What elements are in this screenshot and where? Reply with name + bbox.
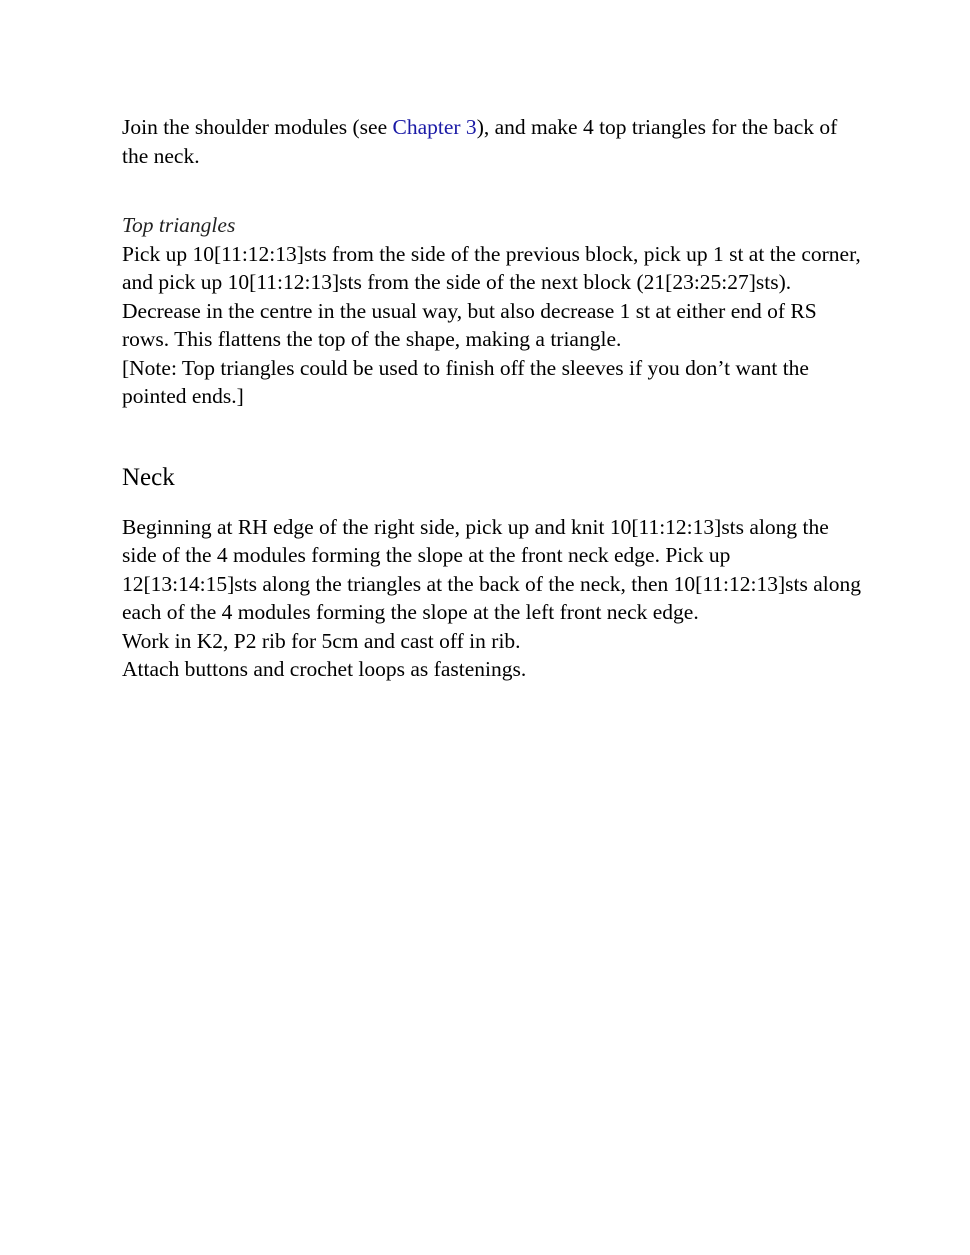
neck-paragraph-1: Beginning at RH edge of the right side, pick up and knit 10[11:12:13]sts along the side of the 4 modules forming the slope at the front neck edge. Pick up 12[13:14:15]sts along the triangles at the back of the neck, then 10[11:12:13]sts along each of the 4 modules forming the slope at the left front neck edge. — [122, 514, 861, 624]
top-triangles-heading: Top triangles — [122, 213, 236, 237]
neck-heading: Neck — [122, 463, 175, 491]
neck-paragraph-2: Work in K2, P2 rib for 5cm and cast off in rib. — [122, 628, 521, 653]
chapter-3-link[interactable]: Chapter 3 — [392, 115, 477, 139]
intro-paragraph — [122, 113, 862, 170]
top-triangles-note: [Note: Top triangles could be used to finish off the sleeves if you don’t want the pointed ends.] — [122, 355, 809, 408]
top-triangles-paragraph-1: Pick up 10[11:12:13]sts from the side of the previous block, pick up 1 st at the corner, and pick up 10[11:12:13]sts from the side of the next block (21[23:25:27]sts). — [122, 241, 861, 294]
neck-paragraph-3: Attach buttons and crochet loops as fastenings. — [122, 657, 527, 681]
page-content — [122, 113, 862, 684]
intro-text-before-link: Join the shoulder modules (see — [122, 115, 393, 139]
intro-text-after-link: ), and make 4 top triangles for the back of the neck. — [122, 115, 838, 168]
top-triangles-paragraph-2: Decrease in the centre in the usual way, but also decrease 1 st at either end of RS rows. This flattens the top of the shape, making a triangle. — [122, 298, 817, 351]
